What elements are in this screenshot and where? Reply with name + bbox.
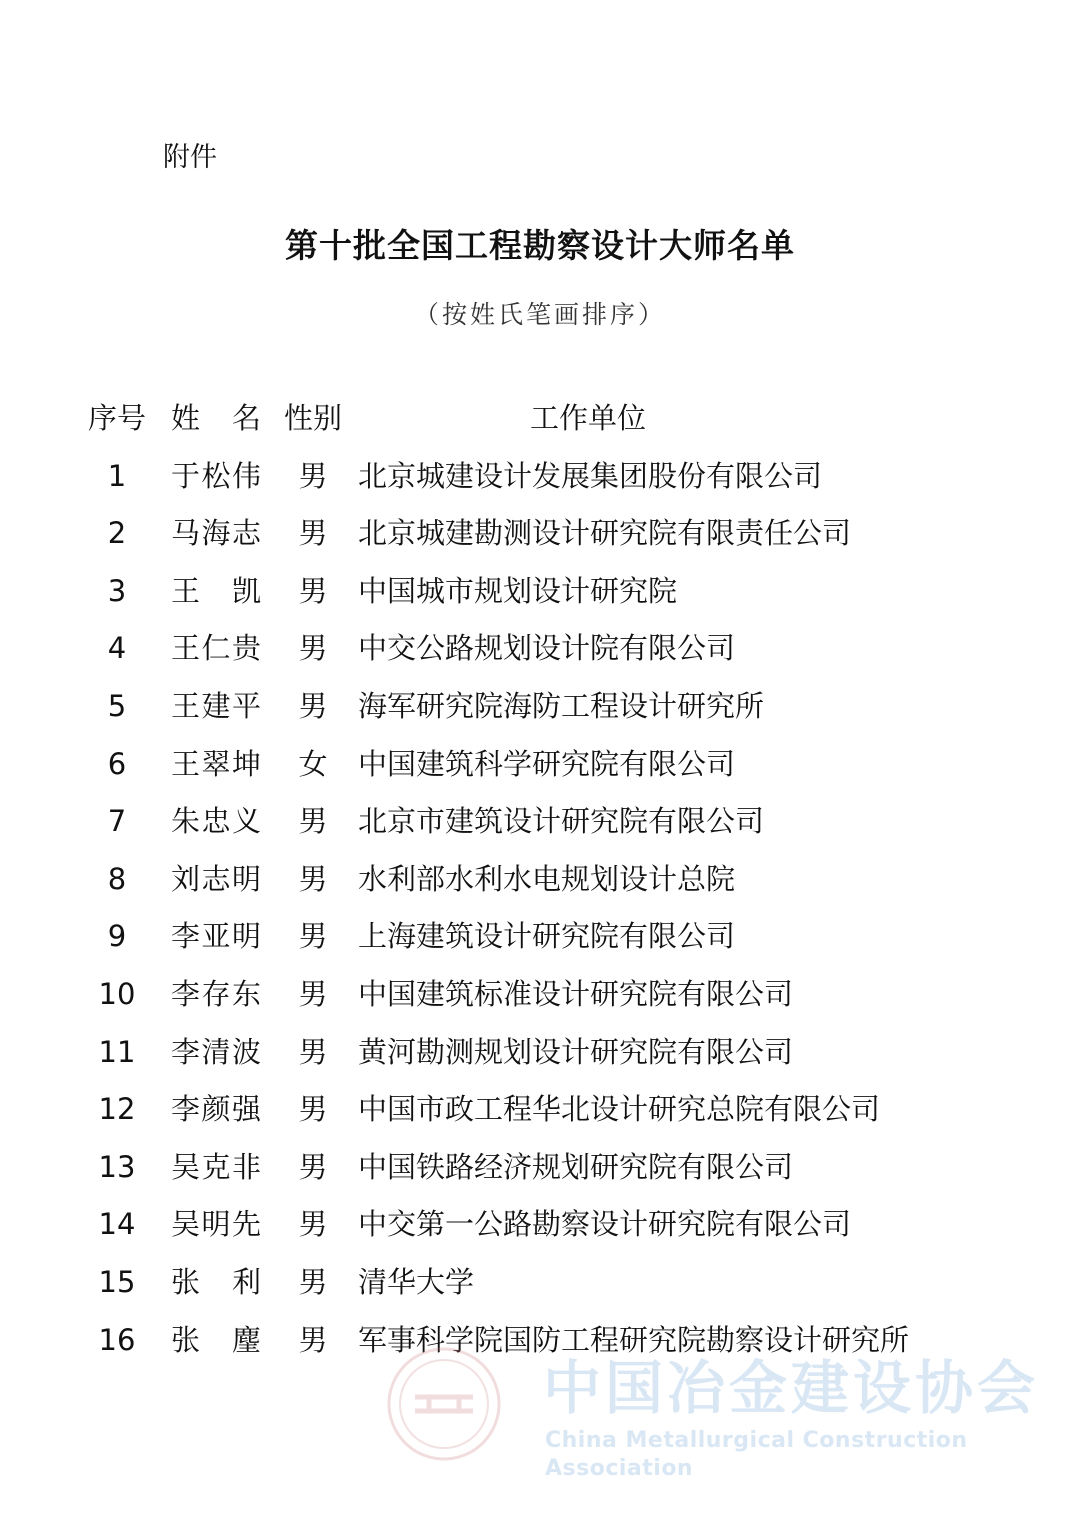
row-gender: 男 <box>298 1322 328 1357</box>
table-row <box>0 1256 1080 1314</box>
row-name: 马海志 <box>171 516 261 551</box>
row-number: 7 <box>107 804 127 839</box>
row-gender: 男 <box>298 631 328 666</box>
row-name: 李清波 <box>171 1034 261 1069</box>
row-number: 14 <box>98 1207 136 1242</box>
row-unit: 清华大学 <box>358 1264 475 1299</box>
row-name: 朱忠义 <box>171 804 261 839</box>
row-unit: 中国铁路经济规划研究院有限公司 <box>358 1149 794 1184</box>
row-number: 11 <box>98 1034 136 1069</box>
row-gender: 男 <box>298 1264 328 1299</box>
header-name: 姓 名 <box>171 401 261 435</box>
row-name: 王仁贵 <box>171 631 261 666</box>
row-gender: 男 <box>298 573 328 608</box>
row-unit: 水利部水利水电规划设计总院 <box>358 861 736 896</box>
row-gender: 男 <box>298 688 328 723</box>
row-unit: 军事科学院国防工程研究院勘察设计研究所 <box>358 1322 910 1357</box>
row-gender: 男 <box>298 458 328 493</box>
row-unit: 北京市建筑设计研究院有限公司 <box>358 804 765 839</box>
row-name: 李存东 <box>171 976 261 1011</box>
table-row <box>0 910 1080 968</box>
row-gender: 男 <box>298 976 328 1011</box>
table-row <box>0 1026 1080 1084</box>
row-name: 王建平 <box>171 688 261 723</box>
row-unit: 北京城建设计发展集团股份有限公司 <box>358 458 823 493</box>
row-number: 3 <box>107 573 127 608</box>
masters-table <box>0 392 1080 1371</box>
row-gender: 男 <box>298 919 328 954</box>
row-unit: 中交第一公路勘察设计研究院有限公司 <box>358 1207 852 1242</box>
row-number: 2 <box>107 516 127 551</box>
row-unit: 中国市政工程华北设计研究总院有限公司 <box>358 1092 881 1127</box>
row-unit: 中国建筑科学研究院有限公司 <box>358 746 736 781</box>
table-row <box>0 1083 1080 1141</box>
table-header-row <box>0 392 1080 450</box>
row-name: 张 利 <box>171 1264 261 1299</box>
row-name: 吴克非 <box>171 1149 261 1184</box>
row-number: 5 <box>107 688 127 723</box>
row-number: 15 <box>98 1264 136 1299</box>
row-number: 10 <box>98 976 136 1011</box>
table-row <box>0 622 1080 680</box>
row-gender: 男 <box>298 1092 328 1127</box>
row-number: 9 <box>107 919 127 954</box>
row-unit: 海军研究院海防工程设计研究所 <box>358 688 765 723</box>
row-name: 刘志明 <box>171 861 261 896</box>
row-number: 13 <box>98 1149 136 1184</box>
row-name: 于松伟 <box>171 458 261 493</box>
row-name: 李颜强 <box>171 1092 261 1127</box>
row-unit: 中交公路规划设计院有限公司 <box>358 631 736 666</box>
row-gender: 男 <box>298 804 328 839</box>
row-gender: 男 <box>298 1034 328 1069</box>
table-row <box>0 968 1080 1026</box>
row-number: 16 <box>98 1322 136 1357</box>
header-gender: 性别 <box>283 401 342 435</box>
table-row <box>0 565 1080 623</box>
row-name: 吴明先 <box>171 1207 261 1242</box>
header-unit: 工作单位 <box>530 401 647 435</box>
row-unit: 中国建筑标准设计研究院有限公司 <box>358 976 794 1011</box>
document-title: 第十批全国工程勘察设计大师名单 <box>285 226 795 265</box>
table-row <box>0 1314 1080 1372</box>
table-row <box>0 795 1080 853</box>
attachment-label: 附件 <box>163 142 217 173</box>
table-row <box>0 853 1080 911</box>
row-gender: 女 <box>298 746 328 781</box>
row-unit: 北京城建勘测设计研究院有限责任公司 <box>358 516 852 551</box>
row-name: 王 凯 <box>171 573 261 608</box>
table-row <box>0 1198 1080 1256</box>
row-unit: 上海建筑设计研究院有限公司 <box>358 919 736 954</box>
row-number: 8 <box>107 861 127 896</box>
table-body <box>0 450 1080 1372</box>
document-subtitle: （按姓氏笔画排序） <box>413 300 666 329</box>
table-row <box>0 680 1080 738</box>
row-name: 张 麈 <box>171 1322 261 1357</box>
table-row <box>0 507 1080 565</box>
row-name: 王翠坤 <box>171 746 261 781</box>
watermark-name-cn: 中国冶金建设协会 <box>543 1354 1040 1422</box>
table-row <box>0 450 1080 508</box>
header-no: 序号 <box>87 401 146 435</box>
row-number: 6 <box>107 746 127 781</box>
row-gender: 男 <box>298 1149 328 1184</box>
table-row <box>0 1141 1080 1199</box>
row-number: 12 <box>98 1092 136 1127</box>
row-gender: 男 <box>298 516 328 551</box>
row-gender: 男 <box>298 1207 328 1242</box>
row-number: 4 <box>107 631 127 666</box>
row-name: 李亚明 <box>171 919 261 954</box>
row-unit: 黄河勘测规划设计研究院有限公司 <box>358 1034 794 1069</box>
table-row <box>0 738 1080 796</box>
row-unit: 中国城市规划设计研究院 <box>358 573 678 608</box>
row-gender: 男 <box>298 861 328 896</box>
watermark-name-en: China Metallurgical Construction Association <box>545 1428 968 1481</box>
row-number: 1 <box>107 458 127 493</box>
